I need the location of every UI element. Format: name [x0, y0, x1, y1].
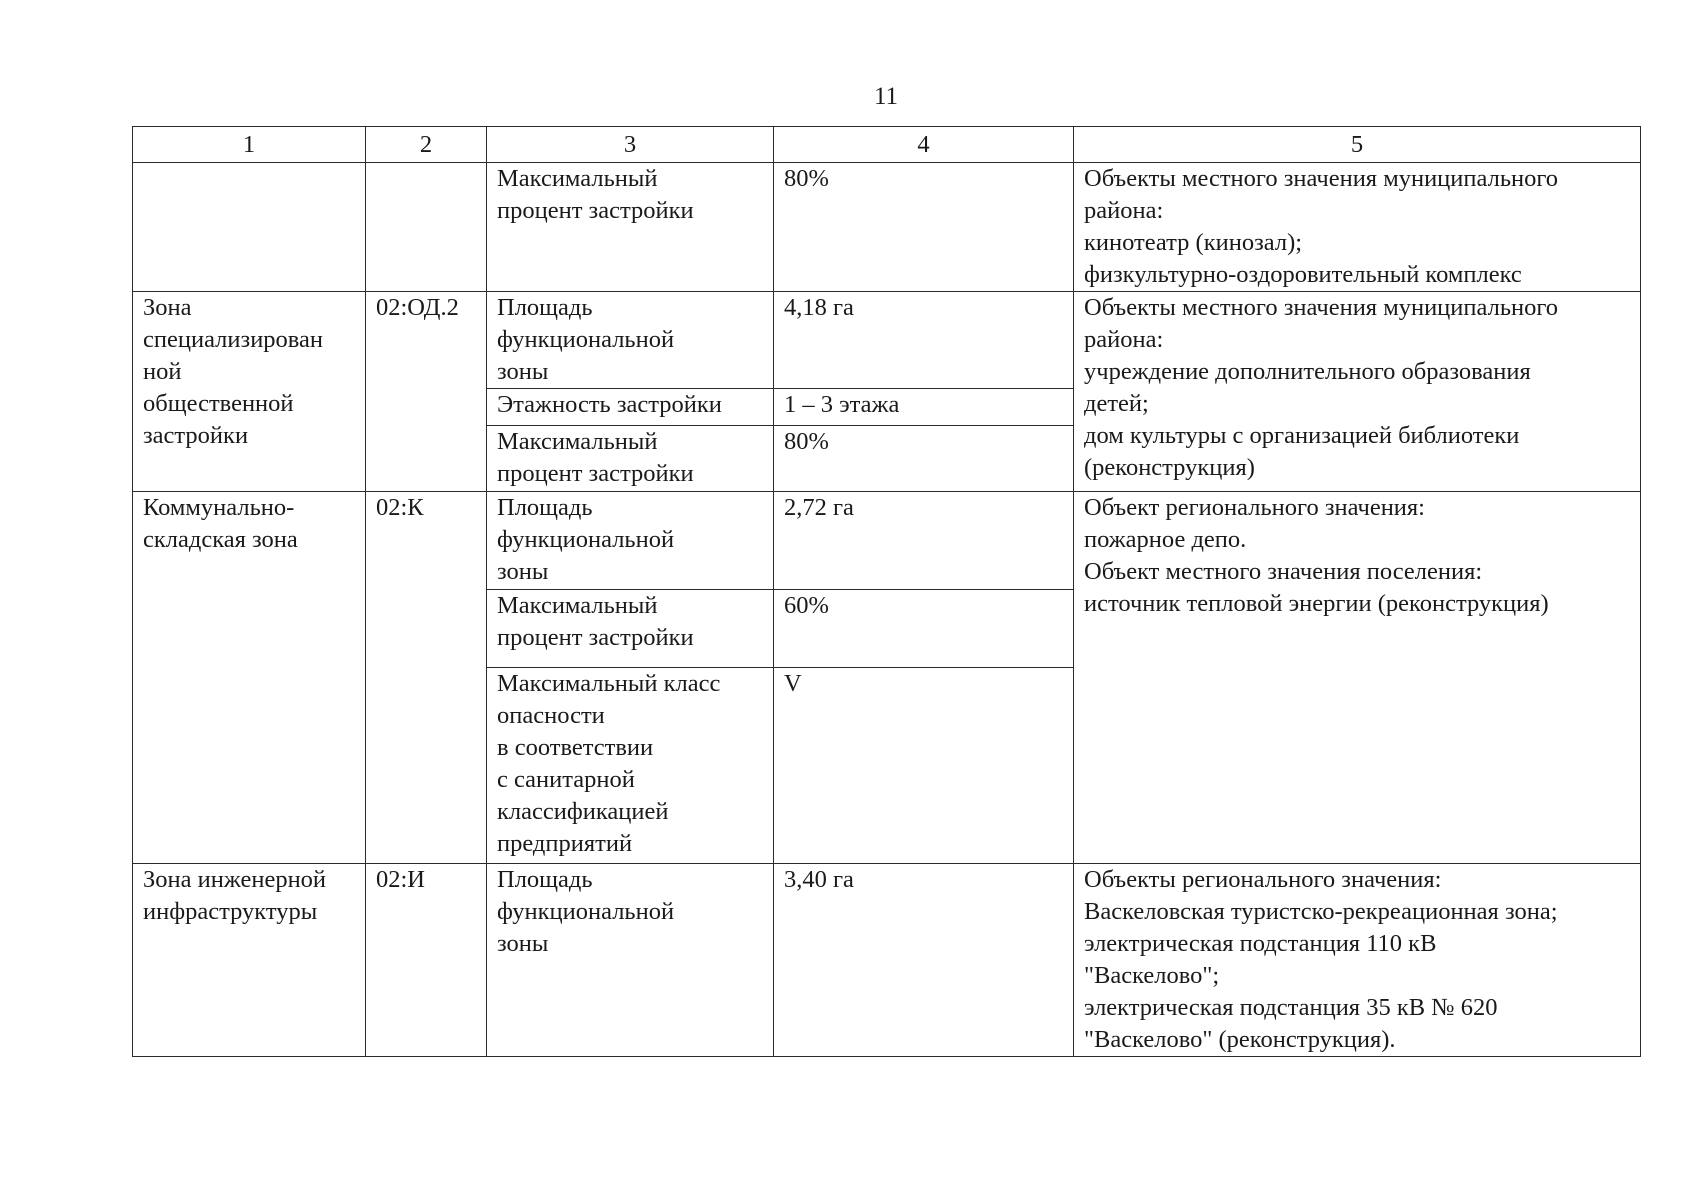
zone-code-cell: 02:К: [366, 492, 487, 864]
param-label-cell: Максимальный процент застройки: [487, 163, 774, 292]
header-cell: 4: [774, 127, 1074, 163]
param-label-cell: Этажность застройки: [487, 389, 774, 426]
zone-code-cell: 02:ОД.2: [366, 292, 487, 492]
zone-code-cell: [366, 163, 487, 292]
param-value-cell: 60%: [774, 590, 1074, 668]
zone-code-cell: 02:И: [366, 864, 487, 1057]
table-row: [133, 292, 1641, 389]
objects-cell: Объекты местного значения муниципального района: учреждение дополнительного образования детей; дом культуры с организацией библиотеки (реконструкция): [1074, 292, 1641, 492]
header-cell: 5: [1074, 127, 1641, 163]
zone-name-cell: Зона специализирован ной общественной застройки: [133, 292, 366, 492]
param-value-cell: 4,18 га: [774, 292, 1074, 389]
param-value-cell: 80%: [774, 163, 1074, 292]
objects-cell: Объекты местного значения муниципального района: кинотеатр (кинозал); физкультурно-оздоровительный комплекс: [1074, 163, 1641, 292]
param-label-cell: Площадь функциональной зоны: [487, 864, 774, 1057]
header-cell: 3: [487, 127, 774, 163]
header-cell: 2: [366, 127, 487, 163]
param-value-cell: 3,40 га: [774, 864, 1074, 1057]
param-value-cell: 2,72 га: [774, 492, 1074, 590]
objects-cell: Объект регионального значения: пожарное депо. Объект местного значения поселения: источник тепловой энергии (реконструкция): [1074, 492, 1641, 864]
zone-name-cell: [133, 163, 366, 292]
header-cell: 1: [133, 127, 366, 163]
table-header-row: [133, 127, 1641, 163]
zones-table: [132, 126, 1641, 1057]
param-label-cell: Площадь функциональной зоны: [487, 492, 774, 590]
zone-name-cell: Зона инженерной инфраструктуры: [133, 864, 366, 1057]
objects-cell: Объекты регионального значения: Васкеловская туристско-рекреационная зона; электрическая подстанция 110 кВ "Васкелово"; электрическая подстанция 35 кВ № 620 "Васкелово" (реконструкция).: [1074, 864, 1641, 1057]
param-value-cell: 80%: [774, 426, 1074, 492]
param-label-cell: Максимальный класс опасности в соответствии с санитарной классификацией предприятий: [487, 668, 774, 864]
param-label-cell: Максимальный процент застройки: [487, 590, 774, 668]
param-value-cell: 1 – 3 этажа: [774, 389, 1074, 426]
page-number: 11: [873, 83, 899, 110]
param-label-cell: Площадь функциональной зоны: [487, 292, 774, 389]
table-row: [133, 163, 1641, 292]
table-row: [133, 864, 1641, 1057]
param-value-cell: V: [774, 668, 1074, 864]
zone-name-cell: Коммунально- складская зона: [133, 492, 366, 864]
table-row: [133, 492, 1641, 590]
param-label-cell: Максимальный процент застройки: [487, 426, 774, 492]
